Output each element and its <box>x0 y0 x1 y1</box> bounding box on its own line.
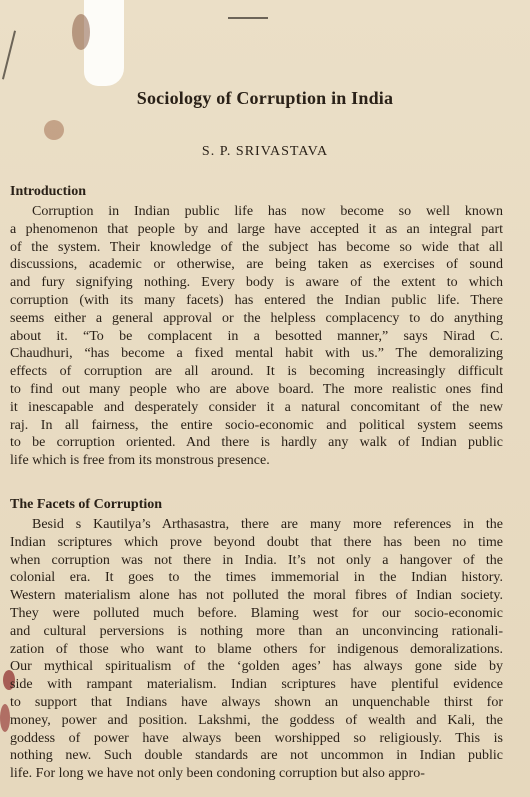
text-line: about it. “To be complacent in a besotted manner,” says Nirad C. <box>10 328 503 344</box>
text-line: goddess of power have always been worshipped so religiously. This is <box>10 730 503 746</box>
text-line: corruption (with its many facets) has entered the Indian public life. There <box>10 292 503 308</box>
text-line: Indian scriptures which prove beyond doubt that there has been no time <box>10 534 503 550</box>
text-line: to support that Indians have always shown an unquenchable thirst for <box>10 694 503 710</box>
text-line: life. For long we have not only been condoning corruption but also appro- <box>10 766 425 782</box>
text-line: Corruption in Indian public life has now become so well known <box>32 204 503 219</box>
page-title: Sociology of Corruption in India <box>136 88 394 108</box>
author-name: S. P. SRIVASTAVA <box>201 144 329 159</box>
text-line: nothing new. Such double standards are not uncommon in Indian public <box>10 748 503 764</box>
text-line: to be corruption oriented. And there is hardly any walk of Indian public <box>10 435 503 451</box>
paper-stain <box>44 120 64 140</box>
text-line: when corruption was not there in India. It’s not only a hangover of the <box>10 552 503 568</box>
text-line: money, power and position. Lakshmi, the goddess of wealth and Kali, the <box>10 712 503 728</box>
text-line: it inescapable and desperately consider it a natural concomitant of the new <box>10 399 503 415</box>
text-line: seems either a general approval or the helpless complacency to do anything <box>10 310 503 326</box>
text-line: Besid s Kautilya’s Arthasastra, there are many more references in the <box>32 517 503 532</box>
text-line: zation of those who want to blame others for indigenous demoralizations. <box>10 641 503 657</box>
text-line: life which is free from its monstrous presence. <box>10 453 270 469</box>
text-line: discussions, academic or otherwise, are being taken as exercises of sound <box>10 257 503 273</box>
text-line: and cultural perversions is nothing more than an unconvincing rationali- <box>10 623 503 639</box>
text-line: side with rampant materialism. Indian scriptures have plentiful evidence <box>10 677 503 693</box>
torn-paper-patch <box>84 0 124 86</box>
text-line: to find out many people who are above board. The more realistic ones find <box>10 381 503 397</box>
section-heading-introduction: Introduction <box>10 184 86 199</box>
text-line: Our mythical spiritualism of the ‘golden ages’ has always gone side by <box>10 659 503 675</box>
text-line: and fury signifying nothing. Every body is aware of the extent to which <box>10 275 503 291</box>
scratch-mark <box>228 17 268 19</box>
text-line: effects of corruption are all around. It is becoming increasingly difficult <box>10 364 503 380</box>
text-line: Chaudhuri, “has become a fixed mental habit with us.” The demoralizing <box>10 346 503 362</box>
text-line: colonial era. It goes to the times immemorial in the Indian history. <box>10 570 503 586</box>
text-line: of the system. Their knowledge of the subject has become so wide that all <box>10 239 503 255</box>
text-line: Western materialism alone has not polluted the moral fibres of Indian society. <box>10 588 503 604</box>
paragraph-introduction <box>10 203 503 470</box>
paragraph-facets <box>10 516 503 783</box>
section-heading-facets: The Facets of Corruption <box>10 497 163 512</box>
paper-stain <box>0 704 10 732</box>
text-line: a phenomenon that people by and large have accepted it as an integral part <box>10 221 503 237</box>
text-line: raj. In all fairness, the entire socio-economic and political system seems <box>10 417 503 433</box>
paper-stain <box>72 14 90 50</box>
text-line: They were polluted much before. Blaming west for our socio-economic <box>10 605 503 621</box>
scratch-mark <box>2 31 16 80</box>
